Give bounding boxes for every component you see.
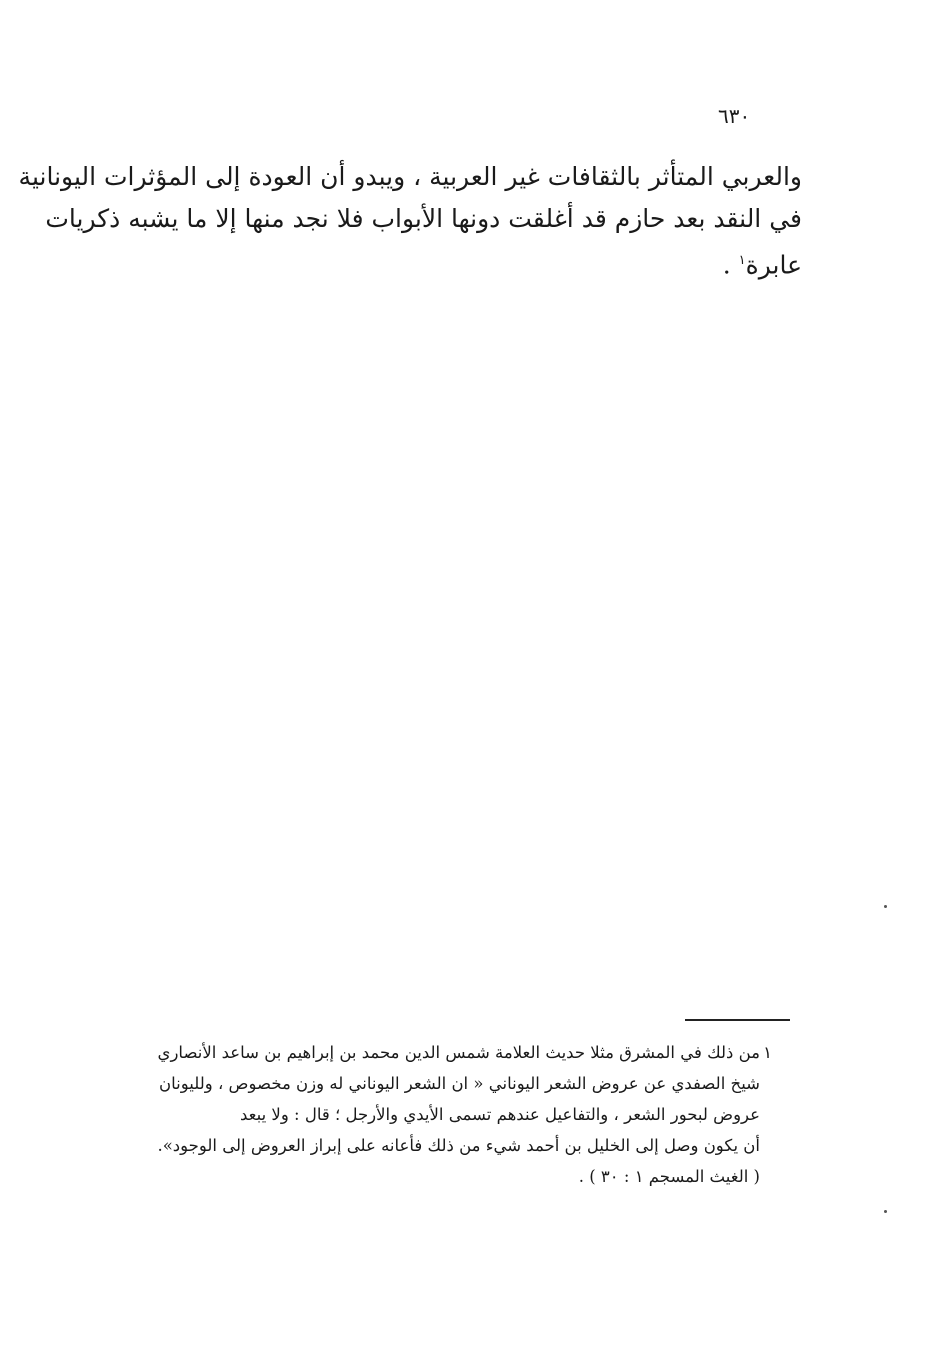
footnote-reference: ١: [738, 253, 746, 268]
page-number: ٦٣٠: [718, 104, 751, 128]
body-text: [18, 156, 802, 286]
footnote-line-5: ( الغيث المسجم ١ : ٣٠ ) .: [578, 1167, 760, 1186]
footnote-line-2: شيخ الصفدي عن عروض الشعر اليوناني « ان الشعر اليوناني له وزن مخصوص ، ولليونان: [159, 1074, 760, 1093]
footnote-line-1: من ذلك في المشرق مثلا حديث العلامة شمس الدين محمد بن إبراهيم بن ساعد الأنصاري: [157, 1043, 760, 1062]
body-line-1: والعربي المتأثر بالثقافات غير العربية ، ويبدو أن العودة إلى المؤثرات اليونانية: [18, 162, 802, 191]
body-line-3-end: .: [722, 250, 739, 280]
body-line-3-text: عابرة: [745, 250, 802, 280]
footnote: [120, 1037, 772, 1192]
footnote-rule: [685, 1019, 790, 1021]
scan-speck: [884, 1210, 887, 1213]
scan-speck: [884, 905, 887, 908]
footnote-line-4: أن يكون وصل إلى الخليل بن أحمد شيء من ذلك فأعانه على إبراز العروض إلى الوجود».: [157, 1136, 760, 1155]
footnote-number: ١: [763, 1043, 772, 1062]
body-line-2: في النقد بعد حازم قد أغلقت دونها الأبواب فلا نجد منها إلا ما يشبه ذكريات: [45, 204, 802, 233]
footnote-line-3: عروض لبحور الشعر ، والتفاعيل عندهم تسمى الأيدي والأرجل ؛ قال : ولا يبعد: [239, 1105, 760, 1124]
body-line-3: [122, 240, 802, 286]
